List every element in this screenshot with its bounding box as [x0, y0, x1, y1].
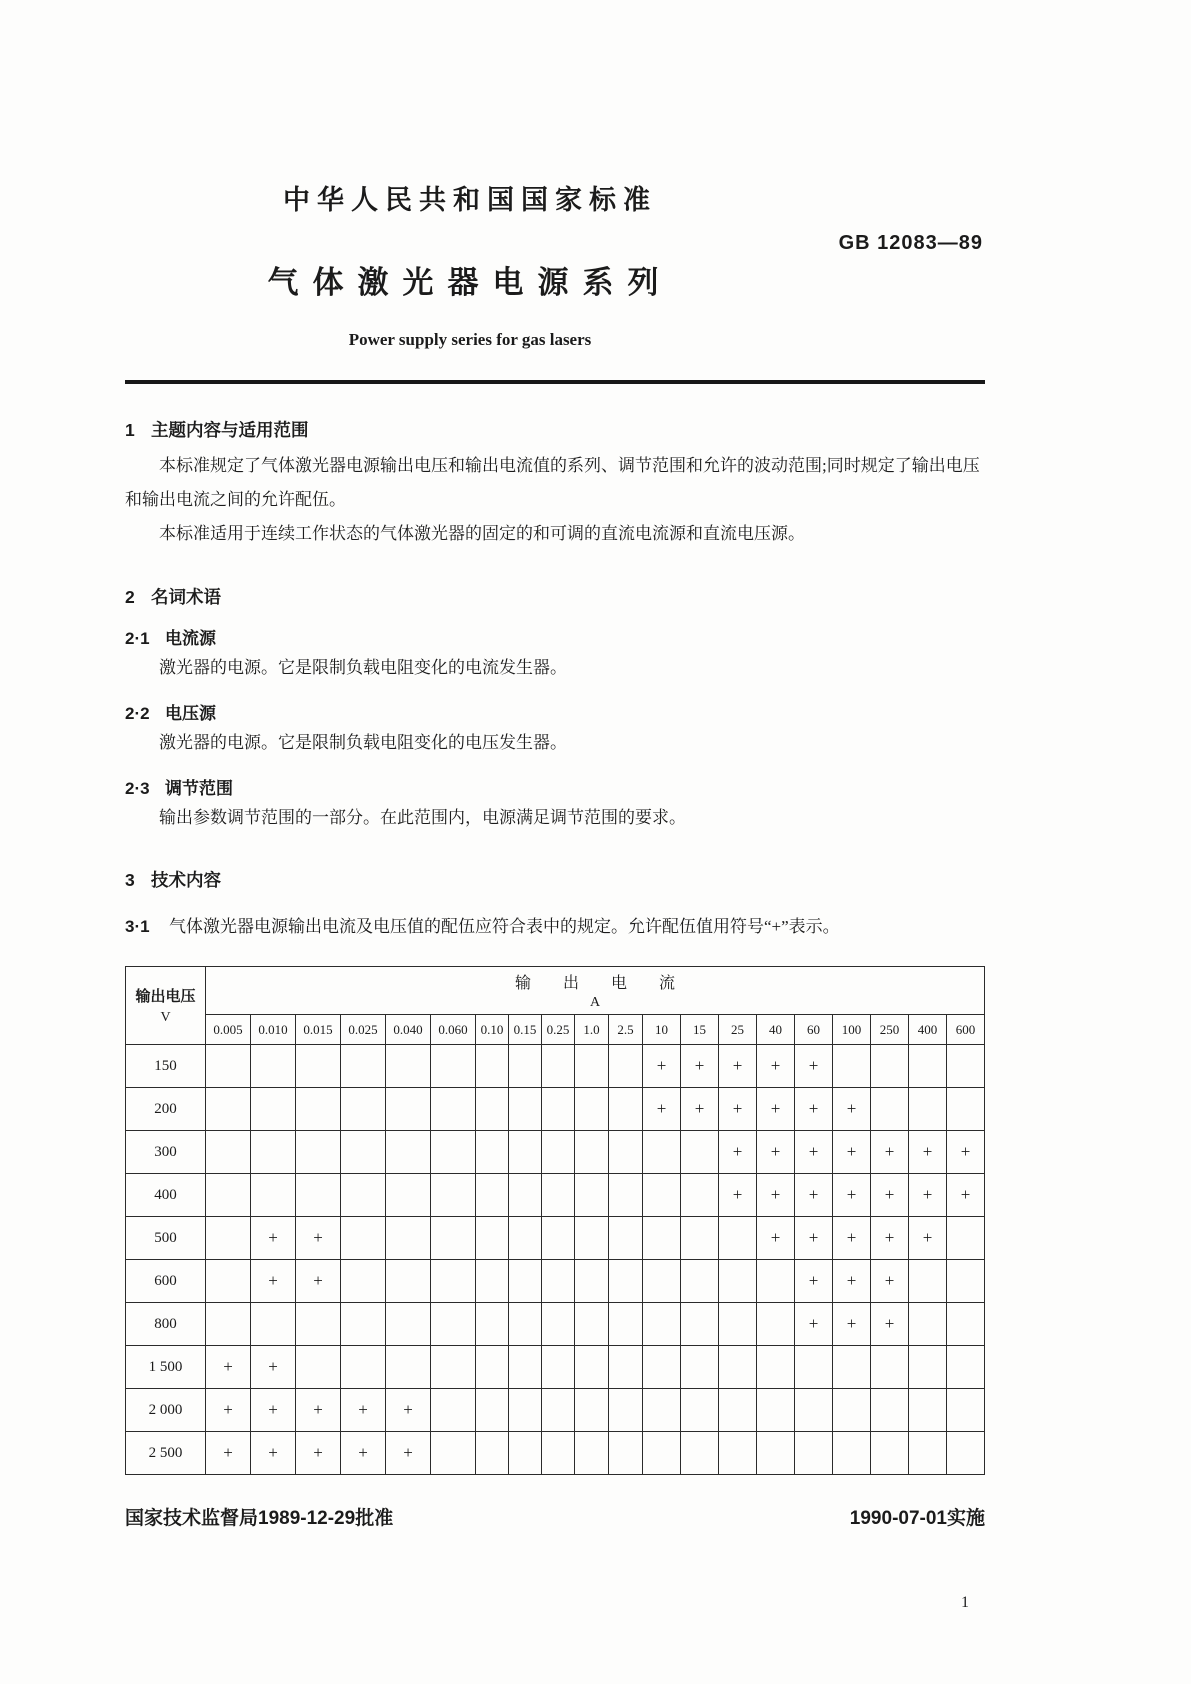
compat-empty-cell: [296, 1303, 341, 1346]
approval-note: 国家技术监督局1989-12-29批准: [125, 1508, 394, 1529]
compat-empty-cell: [871, 1088, 909, 1131]
voltage-value: 2 500: [126, 1432, 206, 1475]
compat-empty-cell: [609, 1389, 643, 1432]
english-title: Power supply series for gas lasers: [348, 330, 592, 349]
compat-empty-cell: [681, 1303, 719, 1346]
compat-empty-cell: [206, 1174, 251, 1217]
current-column-header: 0.15: [509, 1015, 542, 1045]
compat-empty-cell: [795, 1346, 833, 1389]
compat-empty-cell: [871, 1432, 909, 1475]
current-unit-label: A: [589, 995, 601, 1010]
compat-empty-cell: [296, 1131, 341, 1174]
compat-empty-cell: [681, 1131, 719, 1174]
compat-empty-cell: [542, 1174, 575, 1217]
compat-empty-cell: [509, 1045, 542, 1088]
compat-plus-cell: +: [795, 1131, 833, 1174]
compat-empty-cell: [681, 1432, 719, 1475]
term-number: 2·2: [125, 704, 150, 723]
compat-empty-cell: [386, 1346, 431, 1389]
compat-plus-cell: +: [251, 1346, 296, 1389]
compat-empty-cell: [296, 1174, 341, 1217]
clause-text: 气体激光器电源输出电流及电压值的配伍应符合表中的规定。允许配伍值用符号“+”表示。: [169, 917, 840, 936]
table-row: [126, 1131, 985, 1174]
section-terms: [125, 584, 985, 834]
compat-empty-cell: [542, 1217, 575, 1260]
section-number: 2: [125, 587, 135, 607]
compat-empty-cell: [206, 1303, 251, 1346]
current-column-header: 1.0: [575, 1015, 609, 1045]
national-standard-header: 中华人民共和国国家标准: [283, 185, 657, 215]
compat-empty-cell: [909, 1045, 947, 1088]
compat-empty-cell: [476, 1432, 509, 1475]
compat-empty-cell: [341, 1131, 386, 1174]
table-row: [126, 1260, 985, 1303]
compat-plus-cell: +: [206, 1432, 251, 1475]
current-column-header: 0.025: [341, 1015, 386, 1045]
compat-empty-cell: [431, 1088, 476, 1131]
compat-empty-cell: [719, 1432, 757, 1475]
voltage-value: 2 000: [126, 1389, 206, 1432]
section-scope: [125, 417, 985, 551]
compat-empty-cell: [251, 1088, 296, 1131]
compat-plus-cell: +: [795, 1174, 833, 1217]
compat-empty-cell: [509, 1174, 542, 1217]
current-column-header: 15: [681, 1015, 719, 1045]
compat-plus-cell: +: [871, 1174, 909, 1217]
compat-empty-cell: [542, 1389, 575, 1432]
compat-empty-cell: [719, 1346, 757, 1389]
compat-empty-cell: [833, 1389, 871, 1432]
compat-empty-cell: [476, 1389, 509, 1432]
footer-bar: [125, 1503, 985, 1530]
compat-plus-cell: +: [947, 1174, 985, 1217]
compat-empty-cell: [206, 1045, 251, 1088]
compat-empty-cell: [575, 1389, 609, 1432]
compat-empty-cell: [575, 1432, 609, 1475]
compat-empty-cell: [575, 1131, 609, 1174]
term-number: 2·1: [125, 629, 150, 648]
compat-plus-cell: +: [871, 1303, 909, 1346]
compat-empty-cell: [947, 1389, 985, 1432]
compat-empty-cell: [476, 1346, 509, 1389]
compat-empty-cell: [909, 1346, 947, 1389]
compat-empty-cell: [643, 1389, 681, 1432]
compat-empty-cell: [542, 1088, 575, 1131]
compat-plus-cell: +: [757, 1131, 795, 1174]
compat-plus-cell: +: [795, 1045, 833, 1088]
compat-empty-cell: [431, 1045, 476, 1088]
horizontal-rule: [125, 380, 985, 384]
compat-plus-cell: +: [871, 1260, 909, 1303]
compat-empty-cell: [833, 1432, 871, 1475]
paragraph: 本标准规定了气体激光器电源输出电压和输出电流值的系列、调节范围和允许的波动范围;同时规定了输出电压和输出电流之间的允许配伍。: [125, 456, 980, 509]
compat-empty-cell: [609, 1303, 643, 1346]
compat-empty-cell: [643, 1346, 681, 1389]
compat-empty-cell: [386, 1217, 431, 1260]
voltage-value: 600: [126, 1260, 206, 1303]
compat-empty-cell: [251, 1045, 296, 1088]
compat-empty-cell: [251, 1131, 296, 1174]
current-column-header: 400: [909, 1015, 947, 1045]
term-heading: [125, 624, 985, 649]
compat-empty-cell: [251, 1174, 296, 1217]
compat-empty-cell: [643, 1174, 681, 1217]
compat-empty-cell: [609, 1260, 643, 1303]
compat-empty-cell: [609, 1088, 643, 1131]
compat-empty-cell: [509, 1131, 542, 1174]
compat-empty-cell: [509, 1432, 542, 1475]
compat-empty-cell: [575, 1174, 609, 1217]
compat-empty-cell: [909, 1432, 947, 1475]
section-title: 主题内容与适用范围: [151, 420, 309, 440]
compat-empty-cell: [431, 1389, 476, 1432]
term-definition: 激光器的电源。它是限制负载电阻变化的电流发生器。: [159, 658, 567, 677]
compat-empty-cell: [431, 1217, 476, 1260]
compat-empty-cell: [947, 1260, 985, 1303]
document-title: 气体激光器电源系列: [267, 265, 673, 300]
section-2-heading: [125, 584, 985, 609]
current-column-header: 0.10: [476, 1015, 509, 1045]
current-column-header: 0.25: [542, 1015, 575, 1045]
compat-empty-cell: [509, 1346, 542, 1389]
compat-empty-cell: [575, 1045, 609, 1088]
section-number: 3: [125, 870, 135, 890]
current-column-header: 0.060: [431, 1015, 476, 1045]
compat-plus-cell: +: [296, 1432, 341, 1475]
compat-plus-cell: +: [909, 1131, 947, 1174]
table-row: [126, 1303, 985, 1346]
compat-plus-cell: +: [386, 1389, 431, 1432]
compat-plus-cell: +: [643, 1045, 681, 1088]
voltage-unit-label: V: [160, 1010, 171, 1025]
compat-empty-cell: [575, 1217, 609, 1260]
compat-plus-cell: +: [251, 1217, 296, 1260]
compat-empty-cell: [681, 1260, 719, 1303]
compat-empty-cell: [341, 1303, 386, 1346]
compat-empty-cell: [476, 1260, 509, 1303]
current-column-header: 0.040: [386, 1015, 431, 1045]
current-column-header: 10: [643, 1015, 681, 1045]
term-name: 调节范围: [165, 779, 233, 798]
compat-empty-cell: [341, 1346, 386, 1389]
compat-empty-cell: [757, 1303, 795, 1346]
compat-empty-cell: [719, 1303, 757, 1346]
compat-empty-cell: [947, 1088, 985, 1131]
compat-plus-cell: +: [757, 1174, 795, 1217]
compat-plus-cell: +: [833, 1088, 871, 1131]
compat-plus-cell: +: [386, 1432, 431, 1475]
compat-empty-cell: [609, 1432, 643, 1475]
compat-empty-cell: [206, 1131, 251, 1174]
table-row: [126, 1389, 985, 1432]
compat-empty-cell: [609, 1045, 643, 1088]
compat-plus-cell: +: [719, 1131, 757, 1174]
compat-plus-cell: +: [757, 1088, 795, 1131]
compat-empty-cell: [719, 1217, 757, 1260]
compat-plus-cell: +: [795, 1088, 833, 1131]
current-column-header: 0.015: [296, 1015, 341, 1045]
clause-3-1: [125, 912, 985, 942]
compat-plus-cell: +: [757, 1217, 795, 1260]
compat-empty-cell: [909, 1389, 947, 1432]
compatibility-table: [125, 966, 985, 1475]
compat-empty-cell: [386, 1303, 431, 1346]
compat-empty-cell: [681, 1217, 719, 1260]
compat-empty-cell: [296, 1045, 341, 1088]
current-header-label: 输 出 电 流: [515, 975, 676, 992]
compat-plus-cell: +: [871, 1131, 909, 1174]
compat-empty-cell: [871, 1389, 909, 1432]
compat-empty-cell: [386, 1131, 431, 1174]
section-number: 1: [125, 420, 135, 440]
compat-empty-cell: [833, 1045, 871, 1088]
compat-plus-cell: +: [795, 1260, 833, 1303]
compat-empty-cell: [795, 1432, 833, 1475]
compat-empty-cell: [643, 1217, 681, 1260]
compat-empty-cell: [509, 1389, 542, 1432]
compat-plus-cell: +: [795, 1303, 833, 1346]
compat-empty-cell: [609, 1346, 643, 1389]
compat-empty-cell: [681, 1346, 719, 1389]
compat-empty-cell: [609, 1174, 643, 1217]
compat-empty-cell: [206, 1088, 251, 1131]
current-column-header: 600: [947, 1015, 985, 1045]
compat-empty-cell: [341, 1217, 386, 1260]
current-column-header: 250: [871, 1015, 909, 1045]
section-technical: [125, 867, 985, 942]
compat-empty-cell: [609, 1131, 643, 1174]
page-number: 1: [961, 1594, 969, 1611]
compat-empty-cell: [542, 1346, 575, 1389]
compat-plus-cell: +: [757, 1045, 795, 1088]
compat-plus-cell: +: [296, 1217, 341, 1260]
voltage-value: 400: [126, 1174, 206, 1217]
compat-empty-cell: [575, 1260, 609, 1303]
voltage-column-header: [126, 967, 206, 1045]
compat-plus-cell: +: [296, 1260, 341, 1303]
current-column-header: 0.005: [206, 1015, 251, 1045]
compat-empty-cell: [871, 1346, 909, 1389]
compat-plus-cell: +: [251, 1389, 296, 1432]
compat-empty-cell: [795, 1389, 833, 1432]
compat-empty-cell: [947, 1045, 985, 1088]
compat-empty-cell: [575, 1303, 609, 1346]
term-definition: 输出参数调节范围的一部分。在此范围内，电源满足调节范围的要求。: [159, 808, 686, 827]
table-row: [126, 1088, 985, 1131]
compat-empty-cell: [542, 1131, 575, 1174]
compat-empty-cell: [431, 1131, 476, 1174]
compat-empty-cell: [509, 1217, 542, 1260]
compat-empty-cell: [947, 1303, 985, 1346]
table-row: [126, 1045, 985, 1088]
compat-empty-cell: [341, 1260, 386, 1303]
compat-empty-cell: [206, 1260, 251, 1303]
compat-empty-cell: [757, 1389, 795, 1432]
compat-plus-cell: +: [871, 1217, 909, 1260]
voltage-value: 500: [126, 1217, 206, 1260]
current-column-header: 2.5: [609, 1015, 643, 1045]
table-row: [126, 1217, 985, 1260]
compat-empty-cell: [643, 1432, 681, 1475]
compat-plus-cell: +: [833, 1260, 871, 1303]
compat-empty-cell: [431, 1174, 476, 1217]
compat-plus-cell: +: [719, 1088, 757, 1131]
compat-empty-cell: [681, 1389, 719, 1432]
compat-empty-cell: [947, 1217, 985, 1260]
compat-empty-cell: [643, 1303, 681, 1346]
section-1-heading: [125, 417, 985, 442]
term-heading: [125, 774, 985, 799]
compat-empty-cell: [476, 1217, 509, 1260]
term-number: 2·3: [125, 779, 150, 798]
title-block: [125, 0, 985, 350]
compat-empty-cell: [386, 1088, 431, 1131]
term-heading: [125, 699, 985, 724]
compat-empty-cell: [341, 1174, 386, 1217]
term-block: [125, 699, 985, 759]
compat-empty-cell: [476, 1045, 509, 1088]
compat-empty-cell: [542, 1260, 575, 1303]
compat-empty-cell: [476, 1088, 509, 1131]
current-column-header: 0.010: [251, 1015, 296, 1045]
term-name: 电压源: [165, 704, 216, 723]
page-content: [125, 0, 985, 1612]
compat-plus-cell: +: [341, 1389, 386, 1432]
compat-empty-cell: [719, 1260, 757, 1303]
compat-empty-cell: [296, 1346, 341, 1389]
current-column-header: 25: [719, 1015, 757, 1045]
compat-empty-cell: [509, 1260, 542, 1303]
compat-empty-cell: [542, 1432, 575, 1475]
compat-empty-cell: [909, 1088, 947, 1131]
compat-empty-cell: [386, 1174, 431, 1217]
voltage-value: 300: [126, 1131, 206, 1174]
compat-empty-cell: [542, 1045, 575, 1088]
compat-empty-cell: [476, 1131, 509, 1174]
compat-empty-cell: [509, 1303, 542, 1346]
compat-plus-cell: +: [947, 1131, 985, 1174]
compat-empty-cell: [757, 1260, 795, 1303]
term-definition: 激光器的电源。它是限制负载电阻变化的电压发生器。: [159, 733, 567, 752]
compat-empty-cell: [431, 1303, 476, 1346]
compat-empty-cell: [431, 1432, 476, 1475]
compat-plus-cell: +: [206, 1389, 251, 1432]
compat-plus-cell: +: [909, 1174, 947, 1217]
compat-empty-cell: [431, 1260, 476, 1303]
current-column-header: 100: [833, 1015, 871, 1045]
voltage-value: 800: [126, 1303, 206, 1346]
compat-empty-cell: [643, 1260, 681, 1303]
term-block: [125, 624, 985, 684]
implementation-note: 1990-07-01实施: [849, 1508, 985, 1529]
compat-empty-cell: [757, 1432, 795, 1475]
voltage-value: 200: [126, 1088, 206, 1131]
compat-empty-cell: [719, 1389, 757, 1432]
compat-empty-cell: [341, 1045, 386, 1088]
section-title: 技术内容: [151, 870, 221, 890]
compat-plus-cell: +: [643, 1088, 681, 1131]
section-title: 名词术语: [151, 587, 221, 607]
compat-empty-cell: [206, 1217, 251, 1260]
compat-plus-cell: +: [909, 1217, 947, 1260]
compat-plus-cell: +: [833, 1131, 871, 1174]
table-row: [126, 1174, 985, 1217]
compat-empty-cell: [386, 1260, 431, 1303]
compat-empty-cell: [542, 1303, 575, 1346]
compat-empty-cell: [575, 1088, 609, 1131]
compat-empty-cell: [476, 1174, 509, 1217]
compat-plus-cell: +: [833, 1174, 871, 1217]
compat-empty-cell: [575, 1346, 609, 1389]
compat-plus-cell: +: [719, 1045, 757, 1088]
voltage-header-label: 输出电压: [135, 988, 196, 1005]
compat-empty-cell: [947, 1346, 985, 1389]
compat-empty-cell: [609, 1217, 643, 1260]
compat-empty-cell: [341, 1088, 386, 1131]
compat-plus-cell: +: [681, 1045, 719, 1088]
compat-plus-cell: +: [296, 1389, 341, 1432]
compat-empty-cell: [643, 1131, 681, 1174]
compat-plus-cell: +: [341, 1432, 386, 1475]
current-group-header: [206, 967, 985, 1015]
current-column-header: 40: [757, 1015, 795, 1045]
compat-plus-cell: +: [719, 1174, 757, 1217]
voltage-value: 150: [126, 1045, 206, 1088]
compat-plus-cell: +: [833, 1217, 871, 1260]
current-column-header: 60: [795, 1015, 833, 1045]
compat-empty-cell: [909, 1303, 947, 1346]
compat-empty-cell: [296, 1088, 341, 1131]
table-row: [126, 1346, 985, 1389]
compat-plus-cell: +: [251, 1260, 296, 1303]
compat-plus-cell: +: [833, 1303, 871, 1346]
paragraph: 本标准适用于连续工作状态的气体激光器的固定的和可调的直流电流源和直流电压源。: [159, 524, 805, 543]
compat-empty-cell: [833, 1346, 871, 1389]
section-3-heading: [125, 867, 985, 892]
term-block: [125, 774, 985, 834]
standard-number: GB 12083—89: [838, 232, 983, 254]
compat-empty-cell: [757, 1346, 795, 1389]
voltage-value: 1 500: [126, 1346, 206, 1389]
compat-empty-cell: [947, 1432, 985, 1475]
compat-plus-cell: +: [251, 1432, 296, 1475]
compat-plus-cell: +: [795, 1217, 833, 1260]
compat-empty-cell: [871, 1045, 909, 1088]
compat-empty-cell: [476, 1303, 509, 1346]
compat-empty-cell: [509, 1088, 542, 1131]
compat-plus-cell: +: [206, 1346, 251, 1389]
compat-plus-cell: +: [681, 1088, 719, 1131]
compat-empty-cell: [909, 1260, 947, 1303]
compat-empty-cell: [251, 1303, 296, 1346]
compat-empty-cell: [431, 1346, 476, 1389]
table-row: [126, 1432, 985, 1475]
clause-number: 3·1: [125, 917, 150, 936]
term-name: 电流源: [165, 629, 216, 648]
compat-empty-cell: [681, 1174, 719, 1217]
compat-empty-cell: [386, 1045, 431, 1088]
